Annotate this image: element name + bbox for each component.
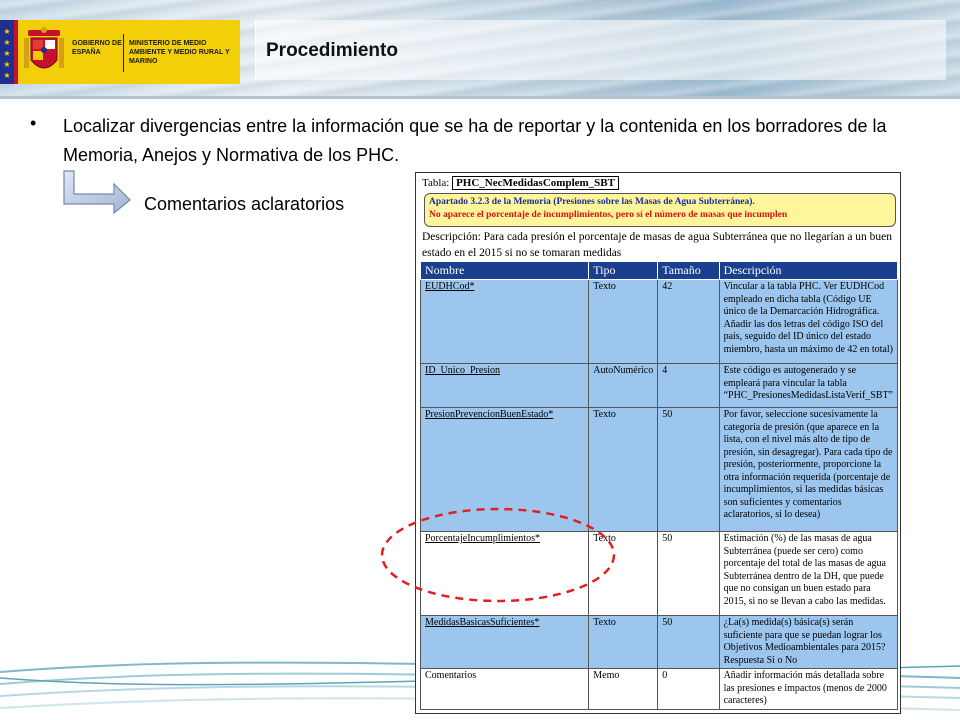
eu-flag-icon: ★ ★ ★ ★ ★ <box>0 20 14 84</box>
field-size: 4 <box>658 364 719 408</box>
page-title: Procedimiento <box>266 40 398 61</box>
table-label: Tabla: <box>422 177 450 189</box>
field-description: Por favor, seleccione sucesivamente la categoría de presión (que aparece en la lista, con el nivel más alto de tipo de presión, sin desagregar). Para cada tipo de presión, posteriormente, proporcione la otra información requerida (porcentaje de incumplimientos, si las medidas básicas son suficientes y comentarios aclaratorios, si lo desea) <box>719 408 897 532</box>
highlight-note <box>424 193 896 227</box>
column-header: Tipo <box>589 262 658 280</box>
field-type: Memo <box>589 669 658 710</box>
column-header: Nombre <box>421 262 589 280</box>
table-description: Descripción: Para cada presión el porcentaje de masas de agua Subterránea que no llegarían a un buen estado en el 2015 si no se tomaran medidas <box>422 231 893 259</box>
field-name: EUDHCod* <box>421 280 589 364</box>
apartado-line: Apartado 3.2.3 de la Memoria (Presiones sobre las Masas de Agua Subterránea). <box>429 197 755 207</box>
field-description: ¿La(s) medida(s) básica(s) serán suficiente para que se puedan lograr los Objetivos Medioambientales para 2015? Respuesta Si o No <box>719 616 897 669</box>
fields-table <box>420 261 898 710</box>
field-type: Texto <box>589 408 658 532</box>
coat-of-arms-icon <box>22 26 66 78</box>
highlight-ellipse <box>380 505 620 605</box>
table-name: PHC_NecMedidasComplem_SBT <box>452 176 619 190</box>
field-description: Vincular a la tabla PHC. Ver EUDHCod empleado en dicha tabla (Código UE único de la Demarcación Hidrográfica. Añadir las dos letras del código ISO del país, seguido del ID único del estado miembro, hasta un máximo de 42 en total) <box>719 280 897 364</box>
logo-separator <box>123 34 124 72</box>
field-description: Añadir información más detallada sobre las presiones e impactos (menos de 2000 caracteres) <box>719 669 897 710</box>
field-type: AutoNumérico <box>589 364 658 408</box>
field-size: 50 <box>658 408 719 532</box>
table-name-line <box>422 177 619 189</box>
field-type: Texto <box>589 280 658 364</box>
field-size: 42 <box>658 280 719 364</box>
field-description: Este código es autogenerado y se empleará para vincular la tabla “PHC_PresionesMedidasListaVerif_SBT” <box>719 364 897 408</box>
field-name: Comentarios <box>421 669 589 710</box>
document-table-image <box>415 172 901 714</box>
field-size: 0 <box>658 669 719 710</box>
field-name: MedidasBasicasSuficientes* <box>421 616 589 669</box>
bent-arrow-icon <box>62 170 132 214</box>
ministry-label: MINISTERIO DE MEDIO AMBIENTE Y MEDIO RURAL Y MARINO <box>129 40 230 65</box>
field-type: Texto <box>589 616 658 669</box>
column-header: Descripción <box>719 262 897 280</box>
field-size: 50 <box>658 616 719 669</box>
bullet-marker: • <box>30 113 37 133</box>
flag-stripe <box>14 20 18 84</box>
field-size: 50 <box>658 532 719 616</box>
table-row <box>421 280 898 364</box>
government-label: GOBIERNO DE ESPAÑA <box>72 40 122 56</box>
field-name: PresionPrevencionBuenEstado* <box>421 408 589 532</box>
column-header: Tamaño <box>658 262 719 280</box>
table-row <box>421 669 898 710</box>
header-divider <box>0 96 960 99</box>
apartado-warning: No aparece el porcentaje de incumplimientos, pero sí el número de masas que incumplen <box>429 210 788 220</box>
table-row <box>421 616 898 669</box>
field-name: ID_Unico_Presion <box>421 364 589 408</box>
table-row <box>421 364 898 408</box>
table-header-row <box>421 262 898 280</box>
field-type: Texto <box>589 532 658 616</box>
field-description: Estimación (%) de las masas de agua Subterránea (puede ser cero) como porcentaje del total de las masas de agua Subterránea dentro de la DH, que puede que no consigan un buen estado para 2015, si no se llevan a cabo las medidas. <box>719 532 897 616</box>
comment-label: Comentarios aclaratorios <box>144 194 345 214</box>
bullet-text: Localizar divergencias entre la información que se ha de reportar y la contenida en los borradores de la Memoria, Anejos y Normativa de los PHC. <box>63 116 887 165</box>
field-name: PorcentajeIncumplimientos* <box>421 532 589 616</box>
